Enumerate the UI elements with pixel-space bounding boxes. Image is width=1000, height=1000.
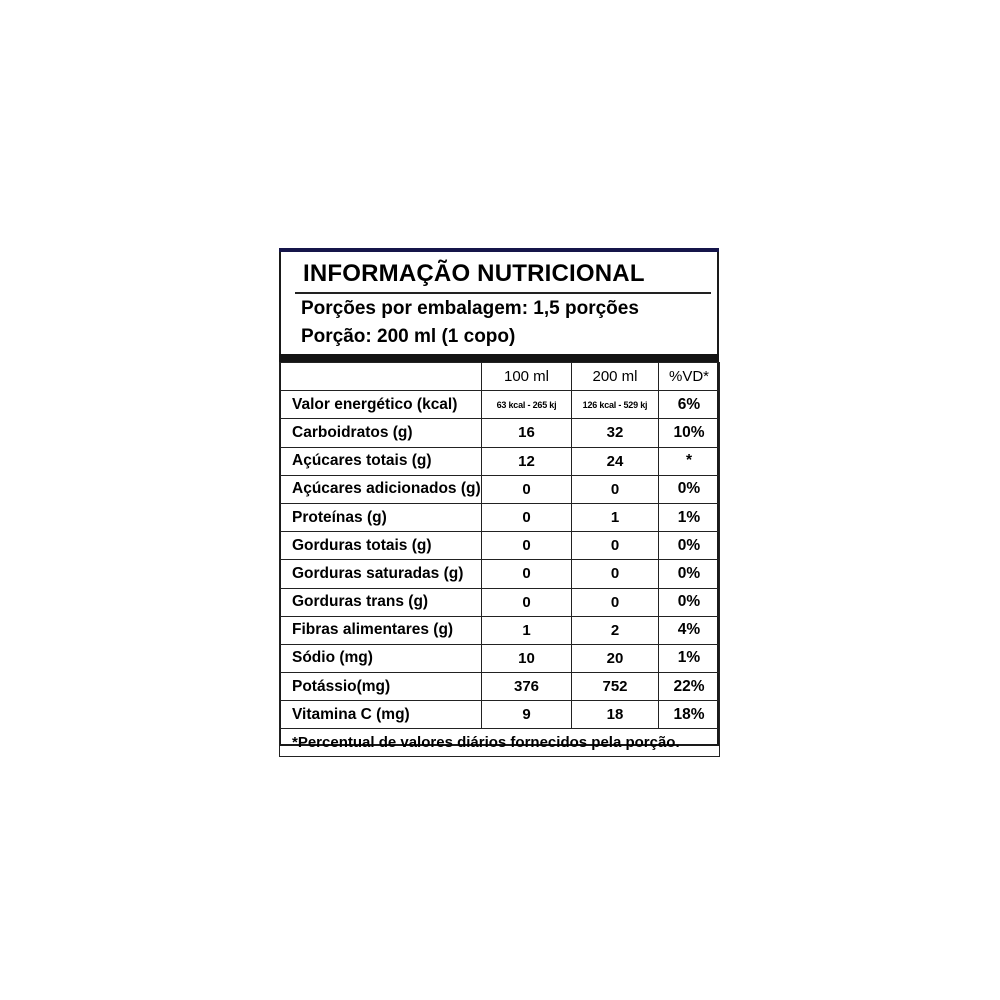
table-row: [280, 503, 720, 531]
table-row: [280, 447, 720, 475]
value-daily-percent: 0%: [659, 560, 720, 588]
value-100ml: 63 kcal - 265 kj: [482, 391, 572, 419]
value-daily-percent: 18%: [659, 701, 720, 729]
table-row: [280, 560, 720, 588]
nutrient-name: Proteínas (g): [280, 503, 482, 531]
value-100ml: 16: [482, 419, 572, 447]
value-200ml: 1: [572, 503, 659, 531]
header-cell-dv: %VD*: [659, 363, 720, 391]
value-daily-percent: 6%: [659, 391, 720, 419]
value-daily-percent: 1%: [659, 644, 720, 672]
value-200ml: 2: [572, 616, 659, 644]
header-cell-100ml: 100 ml: [482, 363, 572, 391]
footnote: *Percentual de valores diários fornecidos pela porção.: [280, 729, 720, 757]
table-row: [280, 475, 720, 503]
nutrition-table: [279, 362, 720, 757]
nutrient-name: Potássio(mg): [280, 673, 482, 701]
thick-divider: [279, 354, 719, 362]
value-200ml: 0: [572, 560, 659, 588]
value-100ml: 0: [482, 532, 572, 560]
table-row: [280, 419, 720, 447]
value-daily-percent: *: [659, 447, 720, 475]
table-row: [280, 701, 720, 729]
nutrient-name: Carboidratos (g): [280, 419, 482, 447]
nutrient-name: Vitamina C (mg): [280, 701, 482, 729]
value-200ml: 18: [572, 701, 659, 729]
nutrient-name: Sódio (mg): [280, 644, 482, 672]
value-daily-percent: 0%: [659, 532, 720, 560]
value-daily-percent: 10%: [659, 419, 720, 447]
table-row: [280, 616, 720, 644]
nutrient-name: Gorduras totais (g): [280, 532, 482, 560]
value-daily-percent: 0%: [659, 475, 720, 503]
servings-per-package: Porções por embalagem: 1,5 porções: [301, 298, 639, 319]
value-100ml: 0: [482, 560, 572, 588]
value-200ml: 24: [572, 447, 659, 475]
nutrient-name: Açúcares adicionados (g): [280, 475, 482, 503]
table-row: [280, 391, 720, 419]
value-daily-percent: 0%: [659, 588, 720, 616]
top-border-bar: [279, 248, 719, 252]
serving-size: Porção: 200 ml (1 copo): [301, 326, 516, 347]
table-row: [280, 673, 720, 701]
value-200ml: 0: [572, 532, 659, 560]
value-100ml: 9: [482, 701, 572, 729]
label-title: INFORMAÇÃO NUTRICIONAL: [303, 260, 645, 287]
footnote-row: [280, 729, 720, 757]
value-100ml: 376: [482, 673, 572, 701]
table-row: [280, 644, 720, 672]
value-daily-percent: 4%: [659, 616, 720, 644]
table-row: [280, 588, 720, 616]
nutrient-name: Gorduras saturadas (g): [280, 560, 482, 588]
value-100ml: 1: [482, 616, 572, 644]
nutrient-name: Açúcares totais (g): [280, 447, 482, 475]
value-200ml: 126 kcal - 529 kj: [572, 391, 659, 419]
nutrition-facts-label: [279, 248, 719, 752]
nutrient-name: Valor energético (kcal): [280, 391, 482, 419]
title-divider: [295, 292, 711, 294]
value-100ml: 0: [482, 475, 572, 503]
value-200ml: 32: [572, 419, 659, 447]
nutrient-name: Gorduras trans (g): [280, 588, 482, 616]
value-100ml: 0: [482, 503, 572, 531]
value-200ml: 752: [572, 673, 659, 701]
nutrient-name: Fibras alimentares (g): [280, 616, 482, 644]
value-200ml: 0: [572, 475, 659, 503]
value-200ml: 0: [572, 588, 659, 616]
value-100ml: 12: [482, 447, 572, 475]
value-100ml: 10: [482, 644, 572, 672]
value-daily-percent: 22%: [659, 673, 720, 701]
table-header-row: [280, 363, 720, 391]
value-daily-percent: 1%: [659, 503, 720, 531]
header-cell-200ml: 200 ml: [572, 363, 659, 391]
value-200ml: 20: [572, 644, 659, 672]
table-row: [280, 532, 720, 560]
header-cell-blank: [280, 363, 482, 391]
value-100ml: 0: [482, 588, 572, 616]
